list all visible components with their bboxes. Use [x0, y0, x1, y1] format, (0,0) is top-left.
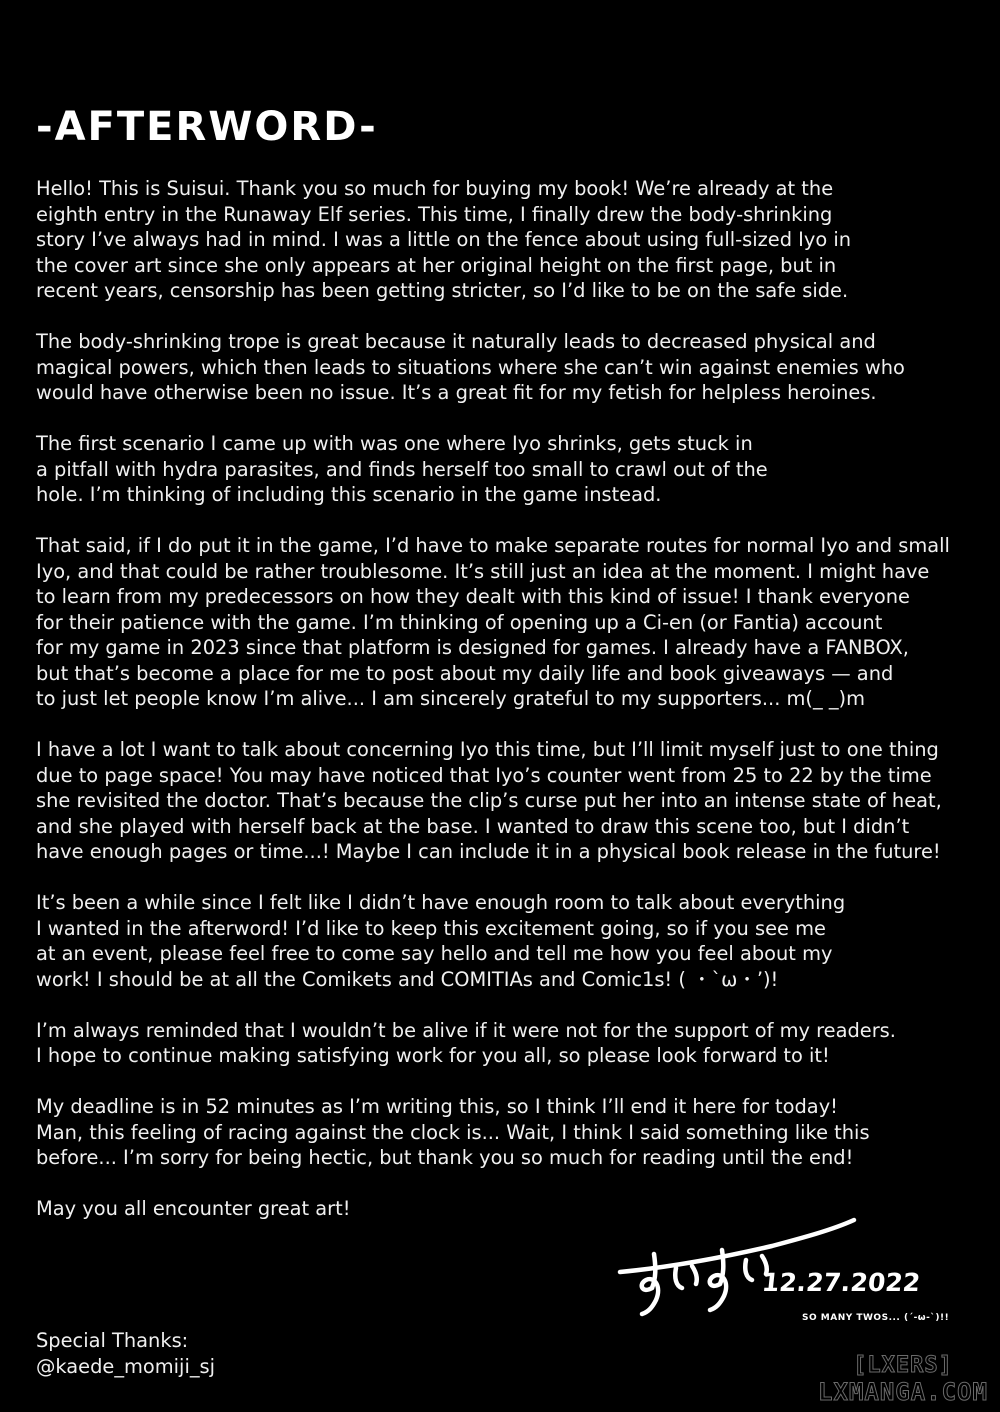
- text-line: story I’ve always had in mind. I was a little on the fence about using full-sized Iyo in: [36, 228, 852, 251]
- special-thanks: [36, 1328, 215, 1380]
- text-line: due to page space! You may have noticed that Iyo’s counter went from 25 to 22 by the time: [36, 763, 932, 787]
- text-line: have enough pages or time...! Maybe I can include it in a physical book release in the future!: [36, 840, 941, 863]
- text-line: at an event, please feel free to come say hello and tell me how you feel about my: [36, 942, 833, 965]
- text-line: eighth entry in the Runaway Elf series. This time, I finally drew the body-shrinking: [36, 202, 833, 226]
- paragraph: [36, 431, 976, 508]
- text-line: the cover art since she only appears at her original height on the first page, but in: [36, 253, 837, 277]
- text-line: and she played with herself back at the base. I wanted to draw this scene too, but I didn’t: [36, 814, 910, 838]
- watermark: [818, 1353, 988, 1406]
- special-thanks-handle: @kaede_momiji_sj: [36, 1355, 216, 1378]
- paragraph: [36, 1094, 976, 1171]
- watermark-line: [LXERS]: [853, 1353, 953, 1378]
- special-thanks-label: Special Thanks:: [36, 1329, 189, 1352]
- text-line: I have a lot I want to talk about concerning Iyo this time, but I’ll limit myself just to one thing: [36, 738, 939, 761]
- text-line: My deadline is in 52 minutes as I’m writing this, so I think I’ll end it here for today!: [36, 1095, 838, 1118]
- text-line: for their patience with the game. I’m thinking of opening up a Ci-en (or Fantia) account: [36, 610, 883, 634]
- paragraph: [36, 176, 976, 304]
- text-line: It’s been a while since I felt like I didn’t have enough room to talk about everything: [36, 891, 846, 914]
- text-line: Man, this feeling of racing against the clock is... Wait, I think I said something like this: [36, 1120, 870, 1144]
- text-line: The first scenario I came up with was one where Iyo shrinks, gets stuck in: [36, 432, 753, 455]
- text-line: I hope to continue making satisfying work for you all, so please look forward to it!: [36, 1044, 830, 1067]
- text-line: That said, if I do put it in the game, I’d have to make separate routes for normal Iyo and small: [36, 534, 950, 557]
- text-line: before... I’m sorry for being hectic, but thank you so much for reading until the end!: [36, 1146, 854, 1169]
- text-line: Iyo, and that could be rather troublesome. It’s still just an idea at the moment. I might have: [36, 559, 930, 583]
- paragraph: [36, 890, 976, 992]
- text-line: to learn from my predecessors on how they dealt with this kind of issue! I thank everyone: [36, 585, 910, 608]
- text-line: magical powers, which then leads to situations where she can’t win against enemies who: [36, 355, 905, 379]
- signature-date: 12.27.2022: [760, 1268, 922, 1297]
- paragraph: [36, 533, 976, 712]
- text-line: but that’s become a place for me to post about my daily life and book giveaways — and: [36, 661, 894, 685]
- text-line: recent years, censorship has been getting stricter, so I’d like to be on the safe side.: [36, 279, 849, 302]
- text-line: The body-shrinking trope is great because it naturally leads to decreased physical and: [36, 330, 876, 353]
- text-line: hole. I’m thinking of including this scenario in the game instead.: [36, 483, 662, 506]
- text-line: May you all encounter great art!: [36, 1197, 351, 1220]
- text-line: to just let people know I’m alive... I am sincerely grateful to my supporters... m(_ _)m: [36, 687, 865, 710]
- page-title: -AFTERWORD-: [36, 104, 378, 150]
- text-line: I’m always reminded that I wouldn’t be alive if it were not for the support of my readers.: [36, 1018, 896, 1042]
- paragraph: [36, 737, 976, 865]
- paragraph: [36, 329, 976, 406]
- signature-note: SO MANY TWOS... (´-ω-`)!!: [802, 1313, 950, 1323]
- text-line: I wanted in the afterword! I’d like to keep this excitement going, so if you see me: [36, 916, 826, 940]
- text-line: for my game in 2023 since that platform is designed for games. I already have a FANBOX,: [36, 636, 909, 659]
- watermark-line: LXMANGA.COM: [818, 1378, 988, 1406]
- text-line: a pitfall with hydra parasites, and finds herself too small to crawl out of the: [36, 457, 768, 481]
- afterword-body: [36, 176, 976, 1247]
- text-line: Hello! This is Suisui. Thank you so much for buying my book! We’re already at the: [36, 177, 834, 200]
- text-line: she revisited the doctor. That’s because the clip’s curse put her into an intense state of heat,: [36, 789, 942, 812]
- text-line: would have otherwise been no issue. It’s a great fit for my fetish for helpless heroines.: [36, 381, 877, 404]
- paragraph: [36, 1018, 976, 1069]
- text-line: work! I should be at all the Comikets and COMITIAs and Comic1s! ( ・`ω・’)!: [36, 967, 779, 991]
